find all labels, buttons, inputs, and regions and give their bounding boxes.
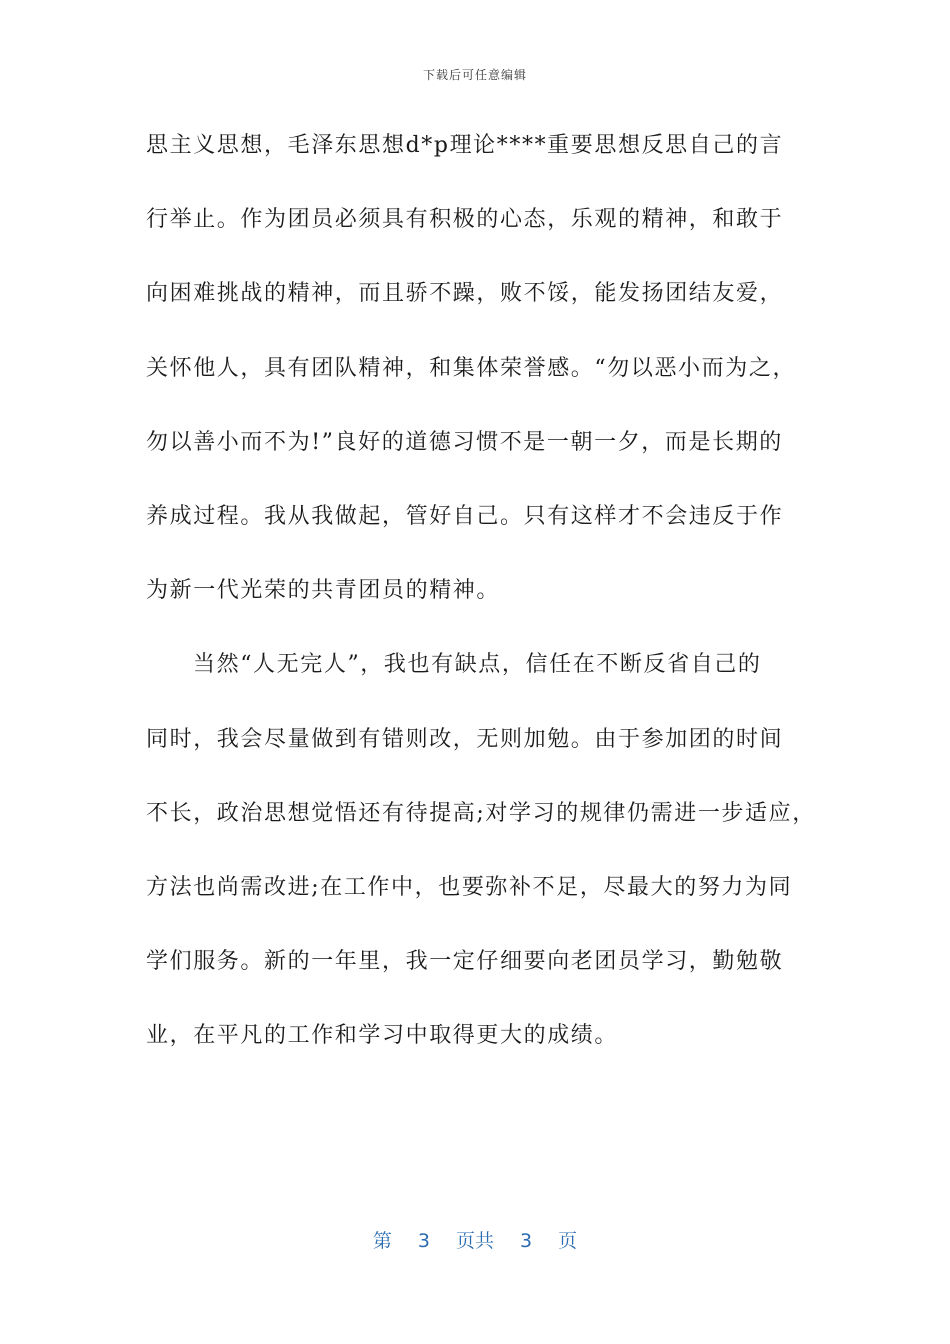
text-line: 向困难挑战的精神，而且骄不躁，败不馁，能发扬团结友爱， [146,281,784,307]
text-line: 学们服务。新的一年里，我一定仔细要向老团员学习，勤勉敬 [146,949,784,975]
page-label-suffix: 页 [558,1230,578,1252]
total-pages-number: 3 [520,1230,533,1252]
document-body [146,124,826,1088]
text-line: 业，在平凡的工作和学习中取得更大的成绩。 [146,1023,619,1049]
page-footer [0,1226,950,1253]
text-line: 同时，我会尽量做到有错则改，无则加勉。由于参加团的时间 [146,726,784,752]
text-line: 思主义思想，毛泽东思想d*p理论****重要思想反思自己的言 [146,133,784,158]
current-page-number: 3 [417,1230,430,1252]
page-label-prefix: 第 [372,1230,392,1252]
text-line: 为新一代光荣的共青团员的精神。 [146,578,501,604]
header-note: 下载后可任意编辑 [422,68,527,82]
page-label-middle: 页共 [455,1230,494,1252]
text-line: 勿以善小而不为!”良好的道德习惯不是一朝一夕，而是长期的 [146,429,783,455]
text-line: 行举止。作为团员必须具有积极的心态，乐观的精神，和敢于 [146,207,784,233]
paragraph-start-line: 当然“人无完人”，我也有缺点，信任在不断反省自己的 [193,652,762,678]
text-line: 关怀他人，具有团队精神，和集体荣誉感。“勿以恶小而为之， [146,355,797,381]
text-line: 养成过程。我从我做起，管好自己。只有这样才不会违反于作 [146,503,784,529]
text-line: 不长，政治思想觉悟还有待提高;对学习的规律仍需进一步适应， [146,800,816,826]
text-line: 方法也尚需改进;在工作中，也要弥补不足，尽最大的努力为同 [146,874,793,900]
